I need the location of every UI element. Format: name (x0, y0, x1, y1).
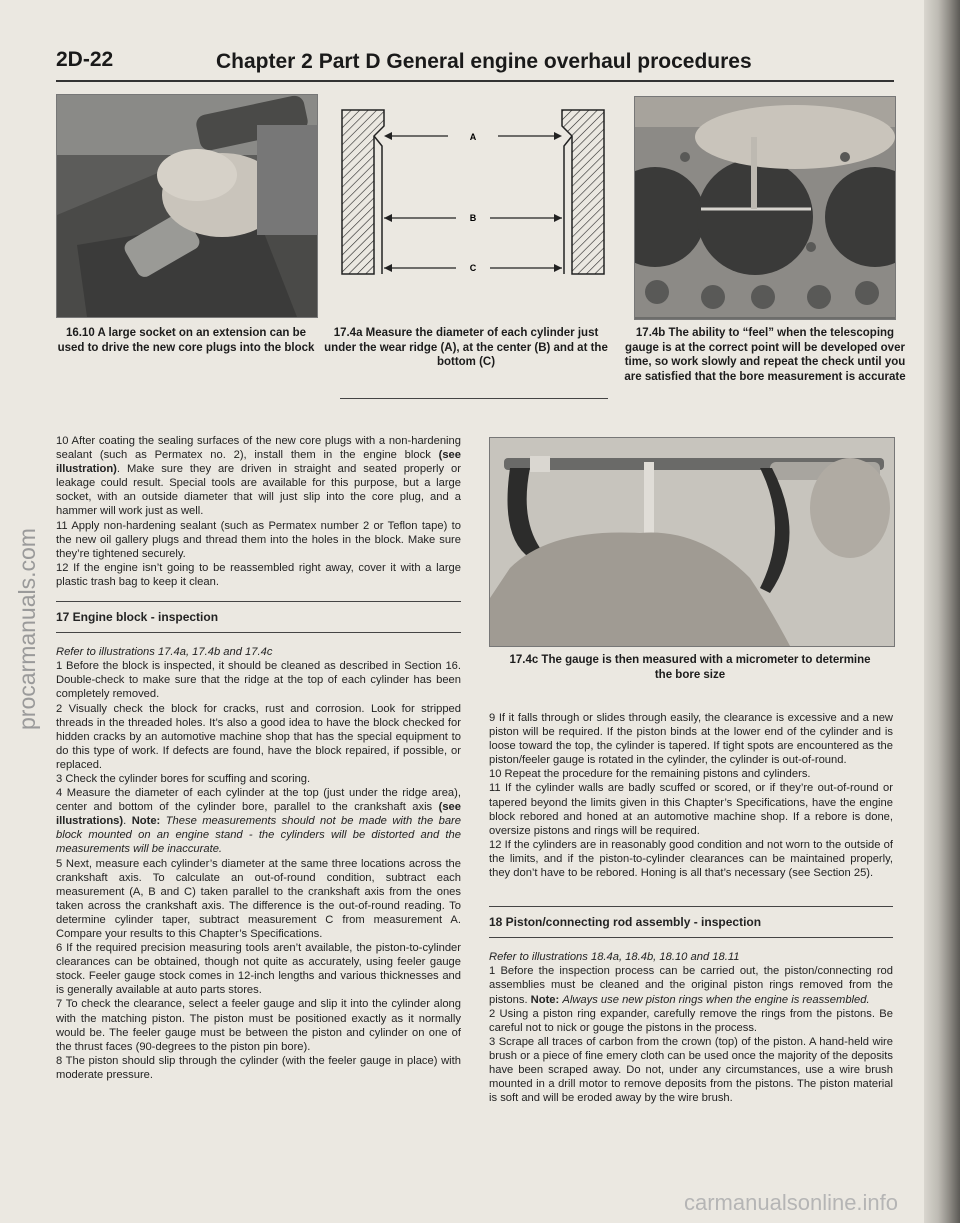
section-rule-bottom-17 (56, 632, 461, 633)
step-2: 2 Visually check the block for cracks, rust and corrosion. Look for stripped threads in the threaded holes. It’s also a good idea to have the block checked for hidden cracks by an automotive machine shop that has the special equipment to do this type of work. If defects are found, have the block repaired, if possible, or replaced. (56, 702, 461, 771)
refer-illustrations-17: Refer to illustrations 17.4a, 17.4b and 17.4c (56, 646, 273, 659)
page-header (56, 48, 896, 78)
photo-core-plug-socket (56, 94, 318, 318)
section-rule-bottom-18 (489, 937, 893, 938)
diagram-cylinder-measurement (338, 106, 608, 282)
step-8: 8 The piston should slip through the cylinder (with the feeler gauge in place) with moderate pressure. (56, 1054, 461, 1081)
watermark-left: procarmanuals.com (14, 528, 40, 730)
label-c: C (469, 263, 477, 273)
step-18-1: 1 Before the inspection process can be carried out, the piston/connecting rod assemblies must be cleaned and the original piston rings removed from the pistons. Note: Always use new piston rings when the engine is reassembled. (489, 965, 893, 1006)
refer-illustrations-18: Refer to illustrations 18.4a, 18.4b, 18.10 and 18.11 (489, 951, 740, 964)
section-heading-17: 17 Engine block - inspection (56, 610, 219, 625)
step-11: 11 If the cylinder walls are badly scuffed or scored, or if they’re out-of-round or tapered beyond the limits given in this Chapter’s Specifications, have the engine block rebored and honed at an automotive machine shop. If a rebore is done, oversize pistons and rings will be required. (489, 782, 893, 837)
step-7: 7 To check the clearance, select a feeler gauge and slip it into the cylinder along with the matching piston. The piston must be positioned exactly as it normally would be. The feeler gauge must be between the piston and cylinder on one of the thrust faces (90-degrees to the piston pin bore). (56, 998, 461, 1053)
left-text-column (56, 434, 461, 1082)
step-12: 12 If the cylinders are in reasonably good condition and not worn to the outside of the limits, and if the piston-to-cylinder clearances can be maintained properly, they don’t have to be rebored. Honing is all that’s necessary (see Section 25). (489, 838, 893, 880)
page-binding-shadow (924, 0, 960, 1223)
right-text-column (489, 711, 893, 1105)
label-b: B (469, 213, 477, 223)
cylinder-cross-section (338, 106, 608, 282)
section-heading-18: 18 Piston/connecting rod assembly - inspection (489, 915, 762, 930)
caption-17-4b: 17.4b The ability to “feel” when the telescoping gauge is at the correct point will be developed over time, so work slowly and repeat the check until you are satisfied that the bore measurement is accurate (624, 327, 906, 383)
photo-core-plug-socket-art (57, 95, 317, 317)
caption-17-4a: 17.4a Measure the diameter of each cylinder just under the wear ridge (A), at the center (B) and at the bottom (C) (324, 327, 608, 368)
section-rule-top-18 (489, 906, 893, 907)
photo-micrometer-art (490, 438, 894, 646)
step-5: 5 Next, measure each cylinder’s diameter at the same three locations across the crankshaft axis. To calculate an out-of-round condition, subtract each measurement (A, B and C) taken parallel to the crankshaft axis from the ones taken across the crankshaft axis. The difference is the out-of-round reading. To determine cylinder taper, subtract measurement C from measurement A. Compare your results to this Chapter’s Specifications. (56, 857, 461, 940)
caption-16-10: 16.10 A large socket on an extension can be used to drive the new core plugs into the block (57, 327, 315, 354)
step-3: 3 Check the cylinder bores for scuffing and scoring. (56, 772, 311, 785)
step-18-2: 2 Using a piston ring expander, carefully remove the rings from the pistons. Be careful not to nick or gouge the pistons in the process. (489, 1007, 893, 1034)
paragraph-12: 12 If the engine isn’t going to be reassembled right away, cover it with a large plastic trash bag to keep it clean. (56, 561, 461, 588)
step-1: 1 Before the block is inspected, it should be cleaned as described in Section 16. Double-check to make sure that the ridge at the top of each cylinder has been completely removed. (56, 660, 461, 701)
step-9: 9 If it falls through or slides through easily, the clearance is excessive and a new piston will be required. If the piston binds at the lower end of the cylinder and is loose toward the top, the cylinder is tapered. If tight spots are encountered as the piston/feeler gauge is rotated in the cylinder, the cylinder is out-of-round. (489, 712, 893, 767)
watermark-bottom: carmanualsonline.info (684, 1190, 899, 1215)
chapter-title: Chapter 2 Part D General engine overhaul procedures (216, 50, 752, 73)
page-number: 2D-22 (56, 48, 114, 71)
step-4: 4 Measure the diameter of each cylinder at the top (just under the ridge area), center and bottom of the cylinder bore, parallel to the crankshaft axis (see illustrations). Note: These measurements should not be made with the bare block mounted on an engine stand - the cylinders will be distorted and the measurements will be inaccurate. (56, 787, 462, 856)
photo-micrometer (489, 437, 895, 647)
caption-rule-17-4a (340, 398, 608, 399)
photo-telescoping-gauge-art (635, 97, 895, 319)
step-18-3: 3 Scrape all traces of carbon from the crown (top) of the piston. A hand-held wire brush or a piece of fine emery cloth can be used once the majority of the deposits have been scraped away. Do not, under any circumstances, use a wire brush mounted in a drill motor to remove deposits from the pistons. The piston material is soft and will be eroded away by the wire brush. (489, 1035, 893, 1105)
section-rule-top-17 (56, 601, 461, 602)
label-a: A (469, 132, 477, 142)
caption-17-4c: 17.4c The gauge is then measured with a micrometer to determine the bore size (509, 654, 871, 681)
photo-telescoping-gauge (634, 96, 896, 320)
step-6: 6 If the required precision measuring tools aren’t available, the piston-to-cylinder clearances can be obtained, though not quite as accurately, using feeler gauge stock. Feeler gauge stock comes in 12-inch lengths and various thicknesses and is generally available at auto parts stores. (56, 942, 461, 997)
step-10: 10 Repeat the procedure for the remaining pistons and cylinders. (489, 768, 811, 781)
header-rule (56, 80, 894, 82)
paragraph-10: 10 After coating the sealing surfaces of the new core plugs with a non-hardening sealant (such as Permatex no. 2), install them in the engine block (see illustration). Make sure they are driven in straight and seated properly or leakage could result. Special tools are available for this purpose, but a large socket, with an outside diameter that will just slip into the core plug, and a hammer will work just as well. (56, 435, 462, 518)
paragraph-11: 11 Apply non-hardening sealant (such as Permatex number 2 or Teflon tape) to the new oil gallery plugs and thread them into the holes in the block. Make sure they’re tightened securely. (56, 519, 461, 560)
